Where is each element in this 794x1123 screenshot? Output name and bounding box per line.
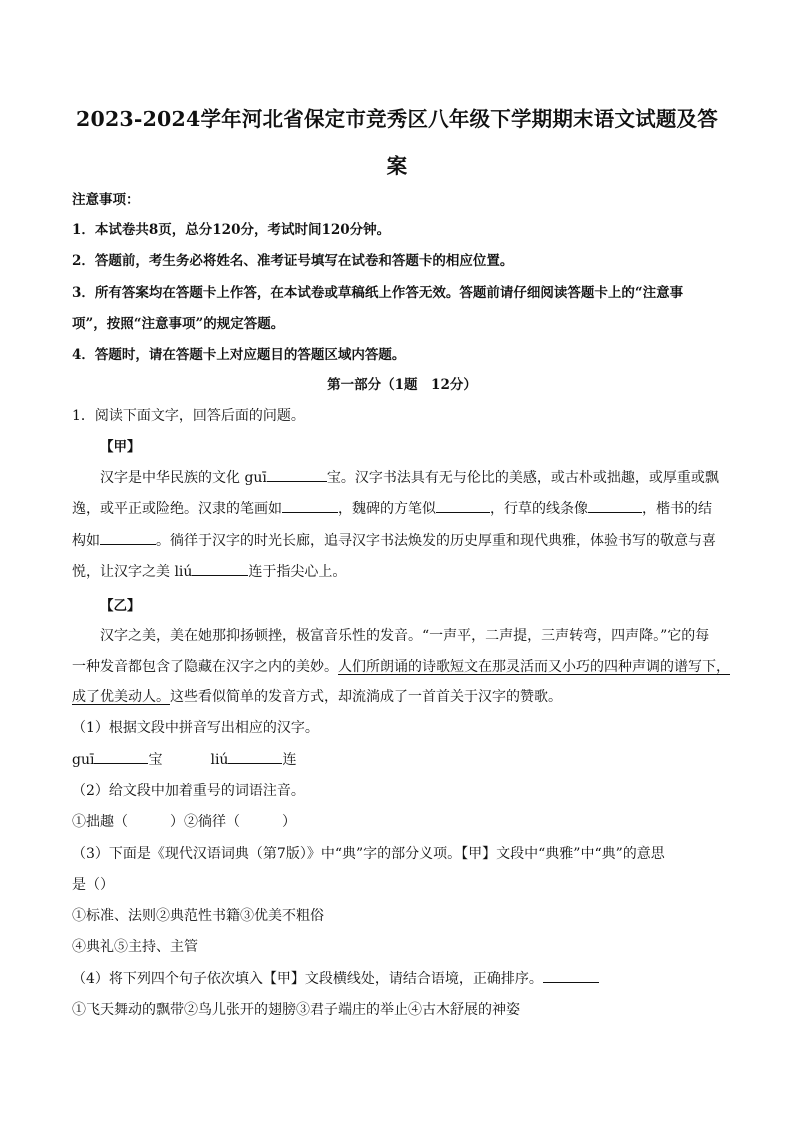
- answer-blank[interactable]: [94, 762, 148, 764]
- text-segment: 构如: [72, 533, 100, 549]
- pinyin: liú: [210, 752, 229, 768]
- subquestion-2: （2）给文段中加着重号的词语注音。: [72, 783, 305, 799]
- subquestion-1: （1）根据文段中拼音写出相应的汉字。: [72, 720, 319, 736]
- pinyin: guī: [72, 752, 95, 768]
- subquestion-3-line1: （3）下面是《现代汉语词典（第7版）》中“典”字的部分义项。【甲】文段中“典雅”中“典”的意思: [72, 846, 665, 862]
- answer-blank[interactable]: [543, 981, 599, 983]
- notes-heading: 注意事项：: [72, 192, 140, 208]
- underlined-sentence: 成了优美动人。: [72, 689, 170, 705]
- passage-jia-line1: [100, 467, 760, 487]
- passage-jia-label: 【甲】: [100, 439, 141, 455]
- text-segment: 逸，或平正或险绝。汉隶的笔画如: [72, 501, 282, 517]
- text-segment: 悦，让汉字之美 liú: [72, 564, 193, 580]
- subquestion-3-line2: 是（）: [72, 877, 114, 893]
- passage-yi-line1: 汉字之美，美在她那抑扬顿挫，极富音乐性的发音。“一声平，二声提，三声转弯，四声降。”它的每: [100, 628, 710, 644]
- exam-title-line2: 案: [386, 154, 408, 178]
- note-4: 4．答题时，请在答题卡上对应题目的答题区域内答题。: [72, 347, 406, 363]
- note-1: 1．本试卷共8页，总分120分，考试时间120分钟。: [72, 222, 391, 238]
- passage-jia-line2: [72, 498, 732, 518]
- answer-blank[interactable]: [228, 762, 282, 764]
- fill-blank[interactable]: [100, 543, 156, 545]
- passage-jia-line3: [72, 530, 732, 550]
- subquestion-4: [72, 968, 732, 988]
- passage-yi-line3: [72, 686, 732, 706]
- note-2: 2．答题前，考生务必将姓名、准考证号填写在试卷和答题卡的相应位置。: [72, 253, 514, 269]
- underlined-sentence: 人们所朗诵的诗歌短文在那灵活而又小巧的四种声调的谱写下，: [338, 659, 730, 675]
- text-segment: 连: [282, 752, 297, 768]
- text-segment: ，魏碑的方笔似: [338, 501, 436, 517]
- subquestion-1-answer: [72, 749, 732, 769]
- text-segment: ，楷书的结: [642, 501, 712, 517]
- section-heading: 第一部分（1题 12分）: [327, 377, 477, 393]
- note-3a: 3．所有答案均在答题卡上作答，在本试卷或草稿纸上作答无效。答题前请仔细阅读答题卡上的“注意事: [72, 285, 684, 301]
- fill-blank[interactable]: [282, 511, 338, 513]
- question-1-stem: 1．阅读下面文字，回答后面的问题。: [72, 408, 305, 424]
- text-segment: 一种发音都包含了隐藏在汉字之内的美妙。: [72, 659, 338, 675]
- fill-blank[interactable]: [588, 511, 642, 513]
- text-segment: 这些看似简单的发音方式，却流淌成了一首首关于汉字的赞歌。: [170, 689, 562, 705]
- text-segment: 宝。汉字书法具有无与伦比的美感，或古朴或拙趣，或厚重或飘: [326, 470, 719, 486]
- text-segment: ，行草的线条像: [490, 501, 588, 517]
- text-segment: 宝: [148, 752, 163, 768]
- passage-jia-line4: [72, 561, 732, 581]
- note-3b: 项”，按照“注意事项”的规定答题。: [72, 316, 285, 332]
- passage-yi-label: 【乙】: [100, 598, 141, 614]
- fill-blank[interactable]: [267, 480, 327, 482]
- text-segment: 连于指尖心上。: [248, 564, 347, 580]
- text-segment: （4）将下列四个句子依次填入【甲】文段横线处，请结合语境，正确排序。: [72, 971, 543, 987]
- passage-yi-line2: [72, 656, 732, 676]
- text-segment: 。徜徉于汉字的时光长廊，追寻汉字书法焕发的历史厚重和现代典雅，体验书写的敬意与喜: [156, 533, 716, 549]
- subquestion-3-option-1: ①标准、法则②典范性书籍③优美不粗俗: [72, 908, 324, 924]
- exam-title-line1: 2023-2024学年河北省保定市竞秀区八年级下学期期末语文试题及答: [76, 107, 718, 131]
- fill-blank[interactable]: [192, 574, 248, 576]
- subquestion-2-options: ①拙趣（ ）②徜徉（ ）: [72, 814, 296, 830]
- text-segment: 汉字是中华民族的文化 guī: [100, 470, 267, 486]
- subquestion-3-option-2: ④典礼⑤主持、主管: [72, 939, 198, 955]
- fill-blank[interactable]: [436, 511, 490, 513]
- subquestion-4-options: ①飞天舞动的飘带②鸟儿张开的翅膀③君子端庄的举止④古木舒展的神姿: [72, 1002, 520, 1018]
